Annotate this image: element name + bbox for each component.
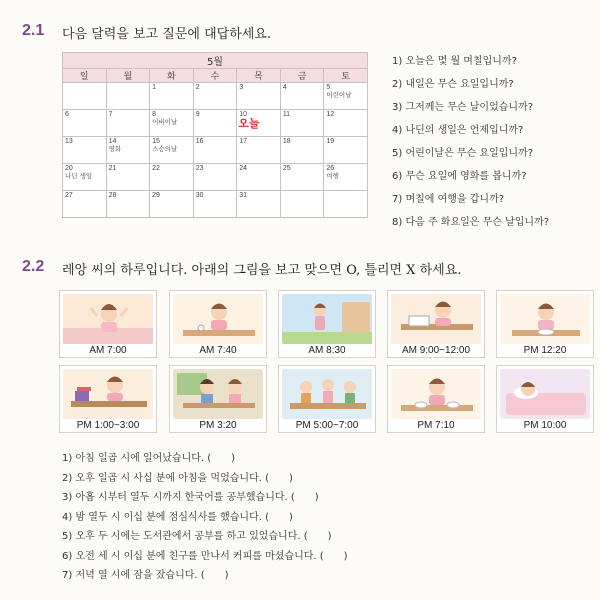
day-number: 11 <box>282 111 291 118</box>
calendar-day-cell <box>237 164 281 191</box>
day-number: 25 <box>282 165 291 172</box>
day-number: 18 <box>282 138 291 145</box>
calendar-day-cell <box>280 137 324 164</box>
daily-picture-cafe <box>169 365 267 433</box>
calendar-question: 3) 그저께는 무슨 날이었습니까? <box>392 102 534 113</box>
calendar-day-cell <box>193 164 237 191</box>
section-instruction-2-2: 레앙 씨의 하루입니다. 아래의 그림을 보고 맞으면 O, 틀리면 X 하세요. <box>62 263 462 278</box>
day-event: 나딘 생일 <box>65 172 93 180</box>
day-event: 어버이날 <box>152 118 178 126</box>
calendar-week <box>63 164 368 191</box>
picture-time-label: PM 1:00~3:00 <box>76 420 140 431</box>
section-instruction-2-1: 다음 달력을 보고 질문에 대답하세요. <box>62 27 272 42</box>
day-event: 여행 <box>326 172 339 180</box>
calendar-day-cell <box>150 83 194 110</box>
calendar-day-cell <box>106 137 150 164</box>
calendar-day-cell <box>63 110 107 137</box>
day-number: 10 <box>239 111 248 118</box>
day-number: 8 <box>152 111 157 118</box>
calendar-week <box>63 83 368 110</box>
meeting-illustration <box>282 369 372 419</box>
dinner-illustration <box>391 369 481 419</box>
calendar-day-cell <box>237 191 281 218</box>
day-event: 영화 <box>108 145 122 153</box>
sleeping-illustration <box>500 369 590 419</box>
day-number: 17 <box>239 138 248 145</box>
calendar-day-cell <box>106 164 150 191</box>
daily-picture-meeting <box>278 365 376 433</box>
day-number: 15 <box>152 138 160 145</box>
calendar-question: 1) 오늘은 몇 월 며칠입니까? <box>392 56 517 67</box>
daily-picture-sleeping <box>496 365 594 433</box>
calendar-day-cell <box>63 191 107 218</box>
calendar-day-cell <box>237 137 281 164</box>
day-number: 27 <box>65 192 73 199</box>
true-false-question: 5) 오후 두 시에는 도서관에서 공부를 하고 있었습니다. ( ) <box>62 531 332 542</box>
picture-time-label: PM 7:10 <box>417 420 455 431</box>
day-number: 20 <box>65 165 73 172</box>
day-number <box>324 191 367 192</box>
day-number: 1 <box>152 84 157 91</box>
calendar-day-cell <box>63 164 107 191</box>
calendar-question: 5) 어린이날은 무슨 요일입니까? <box>392 148 534 159</box>
calendar-week <box>63 137 368 164</box>
weekday-label: 목 <box>237 69 281 83</box>
calendar-day-cell <box>63 83 107 110</box>
weekday-label: 일 <box>63 69 107 83</box>
day-number: 26 <box>326 165 335 172</box>
true-false-question: 6) 오전 세 시 이십 분에 친구를 만나서 커피를 마셨습니다. ( ) <box>62 550 348 562</box>
calendar-day-cell <box>280 83 324 110</box>
calendar-day-cell <box>63 137 107 164</box>
calendar-day-cell <box>150 110 194 137</box>
picture-time-label: PM 5:00~7:00 <box>295 420 359 431</box>
picture-time-label: AM 7:40 <box>199 345 237 356</box>
section-number-2-2: 2.2 <box>22 258 45 275</box>
day-number: 21 <box>108 165 117 172</box>
day-number: 6 <box>65 111 69 118</box>
calendar-day-cell <box>106 83 150 110</box>
waking-up-illustration <box>63 294 153 344</box>
calendar-question: 7) 며칠에 여행을 갑니까? <box>392 194 505 205</box>
day-number: 3 <box>239 84 244 91</box>
calendar-day-cell <box>193 83 237 110</box>
day-number: 14 <box>108 138 117 145</box>
calendar-day-cell <box>193 137 237 164</box>
calendar-day-cell <box>150 191 194 218</box>
today-marker: 오늘 <box>238 117 260 130</box>
daily-picture-breakfast <box>169 290 267 358</box>
picture-time-label: AM 8:30 <box>308 345 346 356</box>
day-number: 24 <box>239 165 248 172</box>
calendar-day-cell <box>193 191 237 218</box>
calendar-day-cell <box>324 137 368 164</box>
section-number-2-1: 2.1 <box>22 22 45 39</box>
true-false-question: 1) 아침 일곱 시에 일어났습니다. ( ) <box>62 453 236 464</box>
daily-picture-studying <box>387 290 485 358</box>
weekday-label: 금 <box>280 69 324 83</box>
picture-time-label: PM 10:00 <box>523 420 567 431</box>
calendar-day-cell <box>150 164 194 191</box>
calendar-question: 4) 나딘의 생일은 언제입니까? <box>392 125 524 136</box>
picture-time-label: PM 3:20 <box>199 420 237 431</box>
day-number: 31 <box>239 192 248 199</box>
calendar-day-cell <box>280 164 324 191</box>
calendar-month: 5월 <box>63 53 368 69</box>
true-false-question: 7) 저녁 열 시에 잠을 잤습니다. ( ) <box>62 570 229 581</box>
studying-illustration <box>391 294 481 344</box>
weekday-label: 월 <box>106 69 150 83</box>
weekday-label: 수 <box>193 69 237 83</box>
weekday-label: 화 <box>150 69 194 83</box>
true-false-question: 2) 오후 일곱 시 사십 분에 아침을 먹었습니다. ( ) <box>62 472 293 484</box>
true-false-questions <box>62 449 348 586</box>
calendar-day-cell <box>150 137 194 164</box>
day-number: 4 <box>282 84 287 91</box>
daily-picture-dinner <box>387 365 485 433</box>
calendar-questions <box>392 50 597 234</box>
weekday-header <box>63 69 368 83</box>
day-number: 5 <box>326 84 331 91</box>
day-event: 스승의날 <box>152 145 178 153</box>
day-number: 12 <box>326 111 335 118</box>
calendar-day-cell <box>324 83 368 110</box>
day-number: 22 <box>152 165 160 172</box>
calendar-day-cell <box>280 110 324 137</box>
daily-picture-eating <box>496 290 594 358</box>
eating-illustration <box>500 294 590 344</box>
picture-time-label: AM 9:00~12:00 <box>401 345 471 356</box>
day-number: 9 <box>195 111 200 118</box>
calendar <box>62 52 368 218</box>
day-event: 어린이날 <box>326 91 352 99</box>
day-number: 23 <box>195 165 204 172</box>
picture-time-label: AM 7:00 <box>89 345 127 356</box>
day-number: 16 <box>195 138 204 145</box>
day-number: 30 <box>195 192 204 199</box>
calendar-day-cell <box>324 110 368 137</box>
day-number <box>63 83 106 84</box>
day-number <box>107 83 150 84</box>
daily-picture-waking-up <box>59 290 157 358</box>
calendar-day-cell <box>324 164 368 191</box>
calendar-week <box>63 110 368 137</box>
calendar-day-cell <box>193 110 237 137</box>
calendar-day-cell <box>106 191 150 218</box>
daily-picture-library <box>59 365 157 433</box>
calendar-question: 2) 내일은 무슨 요일입니까? <box>392 79 514 90</box>
calendar-day-cell <box>106 110 150 137</box>
walking-illustration <box>282 294 372 344</box>
day-number <box>281 191 324 192</box>
day-number: 28 <box>108 192 117 199</box>
day-number: 29 <box>152 192 160 199</box>
calendar-day-cell <box>237 110 281 137</box>
calendar-question: 8) 다음 주 화요일은 무슨 날입니까? <box>392 217 550 228</box>
cafe-illustration <box>173 369 263 419</box>
breakfast-illustration <box>173 294 263 344</box>
true-false-question: 3) 아홉 시부터 열두 시까지 한국어를 공부했습니다. ( ) <box>62 492 319 503</box>
picture-time-label: PM 12:20 <box>523 345 567 356</box>
day-number: 13 <box>65 138 73 145</box>
true-false-question: 4) 밤 열두 시 이십 분에 점심식사를 했습니다. ( ) <box>62 511 293 523</box>
day-number: 19 <box>326 138 335 145</box>
library-illustration <box>63 369 153 419</box>
weekday-label: 토 <box>324 69 368 83</box>
calendar-day-cell <box>280 191 324 218</box>
day-number: 7 <box>108 111 113 118</box>
daily-picture-walking <box>278 290 376 358</box>
calendar-day-cell <box>324 191 368 218</box>
calendar-week <box>63 191 368 218</box>
calendar-day-cell <box>237 83 281 110</box>
day-number: 2 <box>195 84 200 91</box>
calendar-question: 6) 무슨 요일에 영화를 봅니까? <box>392 171 527 182</box>
